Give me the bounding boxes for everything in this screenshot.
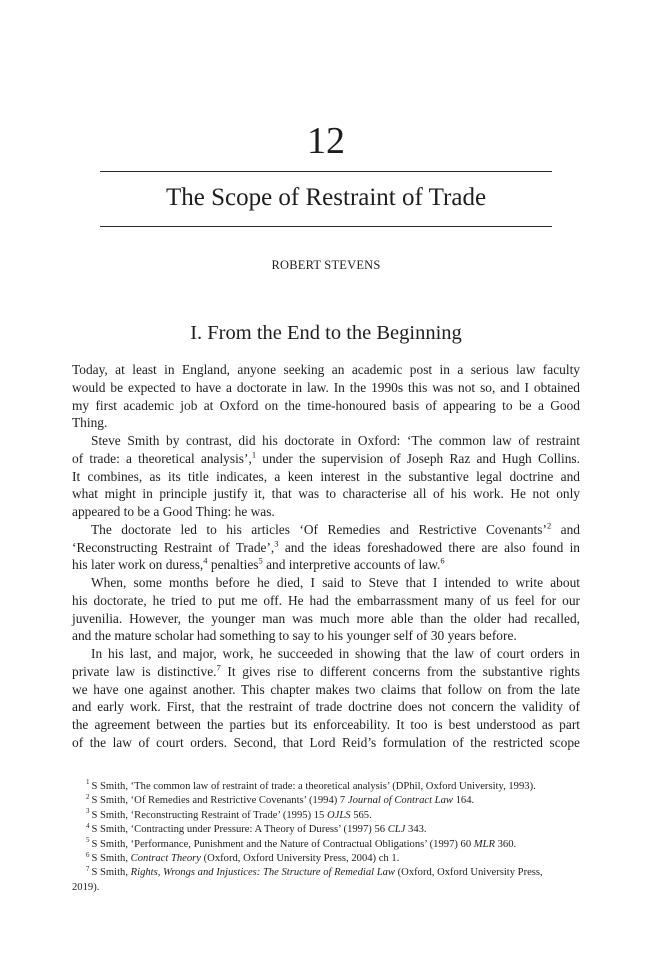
text-line: the agreement between the parties but its enforceability. It too is best understood as part <box>72 717 580 732</box>
footnote-4: $^4$ S Smith, ‘Contracting under Pressure: A Theory of Duress’ (1997) 56 CLJ 343. <box>86 821 427 836</box>
text-line: The doctorate led to his articles ‘Of Remedies and Restrictive Covenants’$^2$ and <box>91 520 580 537</box>
text-line: of trade: a theoretical analysis’,$^1$ under the supervision of Joseph Raz and Hugh Collins. <box>72 449 580 466</box>
title-rule-top <box>100 171 552 172</box>
footnote-ref-3: 3 <box>274 538 279 549</box>
section-heading: I. From the End to the Beginning <box>190 322 462 344</box>
chapter-number: 12 <box>307 120 345 162</box>
footnote-ref-5: 5 <box>258 555 263 566</box>
text-line: It combines, as its title indicates, a keen interest in the substantive legal doctrine and <box>72 468 580 484</box>
text-line: my first academic job at Oxford on the time-honoured basis of appearing to be a Good <box>72 397 580 413</box>
text-line: Thing. <box>72 415 108 431</box>
text-line: of the law of court orders. Second, that Lord Reid’s formulation of the restricted scope <box>72 734 580 750</box>
footnote-ref-4: 4 <box>203 555 208 566</box>
text-line: private law is distinctive.$^7$ It gives rise to different concerns from the substantive rights <box>72 662 580 679</box>
body-text <box>72 361 580 752</box>
footnote-6: $^6$ S Smith, Contract Theory (Oxford, Oxford University Press, 2004) ch 1. <box>86 850 400 865</box>
text-line: When, some months before he died, I said to Steve that I intended to write about <box>91 575 580 590</box>
footnote-ref-6: 6 <box>440 555 445 566</box>
text-line: and early work. First, that the restraint of trade doctrine does not concern the validity of <box>72 699 580 715</box>
footnote-ref-2: 2 <box>546 520 552 531</box>
text-line: would be expected to have a doctorate in law. In the 1990s this was not so, and I obtained <box>72 379 580 395</box>
footnote-ref-7: 7 <box>216 662 221 673</box>
title-rule-bottom <box>100 226 552 227</box>
text-line: and the mature scholar had something to say to his younger self of 30 years before. <box>72 628 517 644</box>
chapter-author: ROBERT STEVENS <box>271 258 381 272</box>
text-line: we have one against another. This chapter makes two claims that follow on from the late <box>72 681 580 697</box>
text-line: Steve Smith by contrast, did his doctorate in Oxford: ‘The common law of restraint <box>91 433 580 448</box>
footnote-7: $^7$ S Smith, Rights, Wrongs and Injustices: The Structure of Remedial Law (Oxford, Oxford University Press, <box>86 864 543 879</box>
footnote-3: $^3$ S Smith, ‘Reconstructing Restraint of Trade’ (1995) 15 OJLS 565. <box>86 807 372 821</box>
footnote-2: $^2$ S Smith, ‘Of Remedies and Restrictive Covenants’ (1994) 7 Journal of Contract Law 164. <box>86 792 475 807</box>
text-line: juvenilia. However, the younger man was much more able than the older had recalled, <box>72 610 580 626</box>
text-line: his doctorate, he tried to put me off. He had the embarrassment many of us feel for our <box>72 592 580 608</box>
text-line: what might in principle justify it, that was to characterise all of his work. He not only <box>72 486 580 502</box>
chapter-title: The Scope of Restraint of Trade <box>165 184 487 211</box>
text-line: his later work on duress,$^4$ penalties$^5$ and interpretive accounts of law.$^6$ <box>72 555 445 573</box>
footnotes <box>72 780 580 895</box>
text-line: appeared to be a Good Thing: he was. <box>72 504 275 519</box>
text-line: In his last, and major, work, he succeeded in showing that the law of court orders in <box>91 646 580 661</box>
footnote-5: $^5$ S Smith, ‘Performance, Punishment and the Nature of Contractual Obligations’ (1997) 60 MLR 360. <box>86 836 517 850</box>
footnote-7-continued: 2019). <box>72 881 100 893</box>
text-line: Today, at least in England, anyone seeking an academic post in a serious law faculty <box>72 362 580 377</box>
text-line: ‘Reconstructing Restraint of Trade’,$^3$ and the ideas foreshadowed there are also found in <box>72 538 580 555</box>
footnote-1: $^1$ S Smith, ‘The common law of restraint of trade: a theoretical analysis’ (DPhil, Oxford University, 1993). <box>86 778 536 792</box>
footnote-ref-1: 1 <box>251 449 257 460</box>
